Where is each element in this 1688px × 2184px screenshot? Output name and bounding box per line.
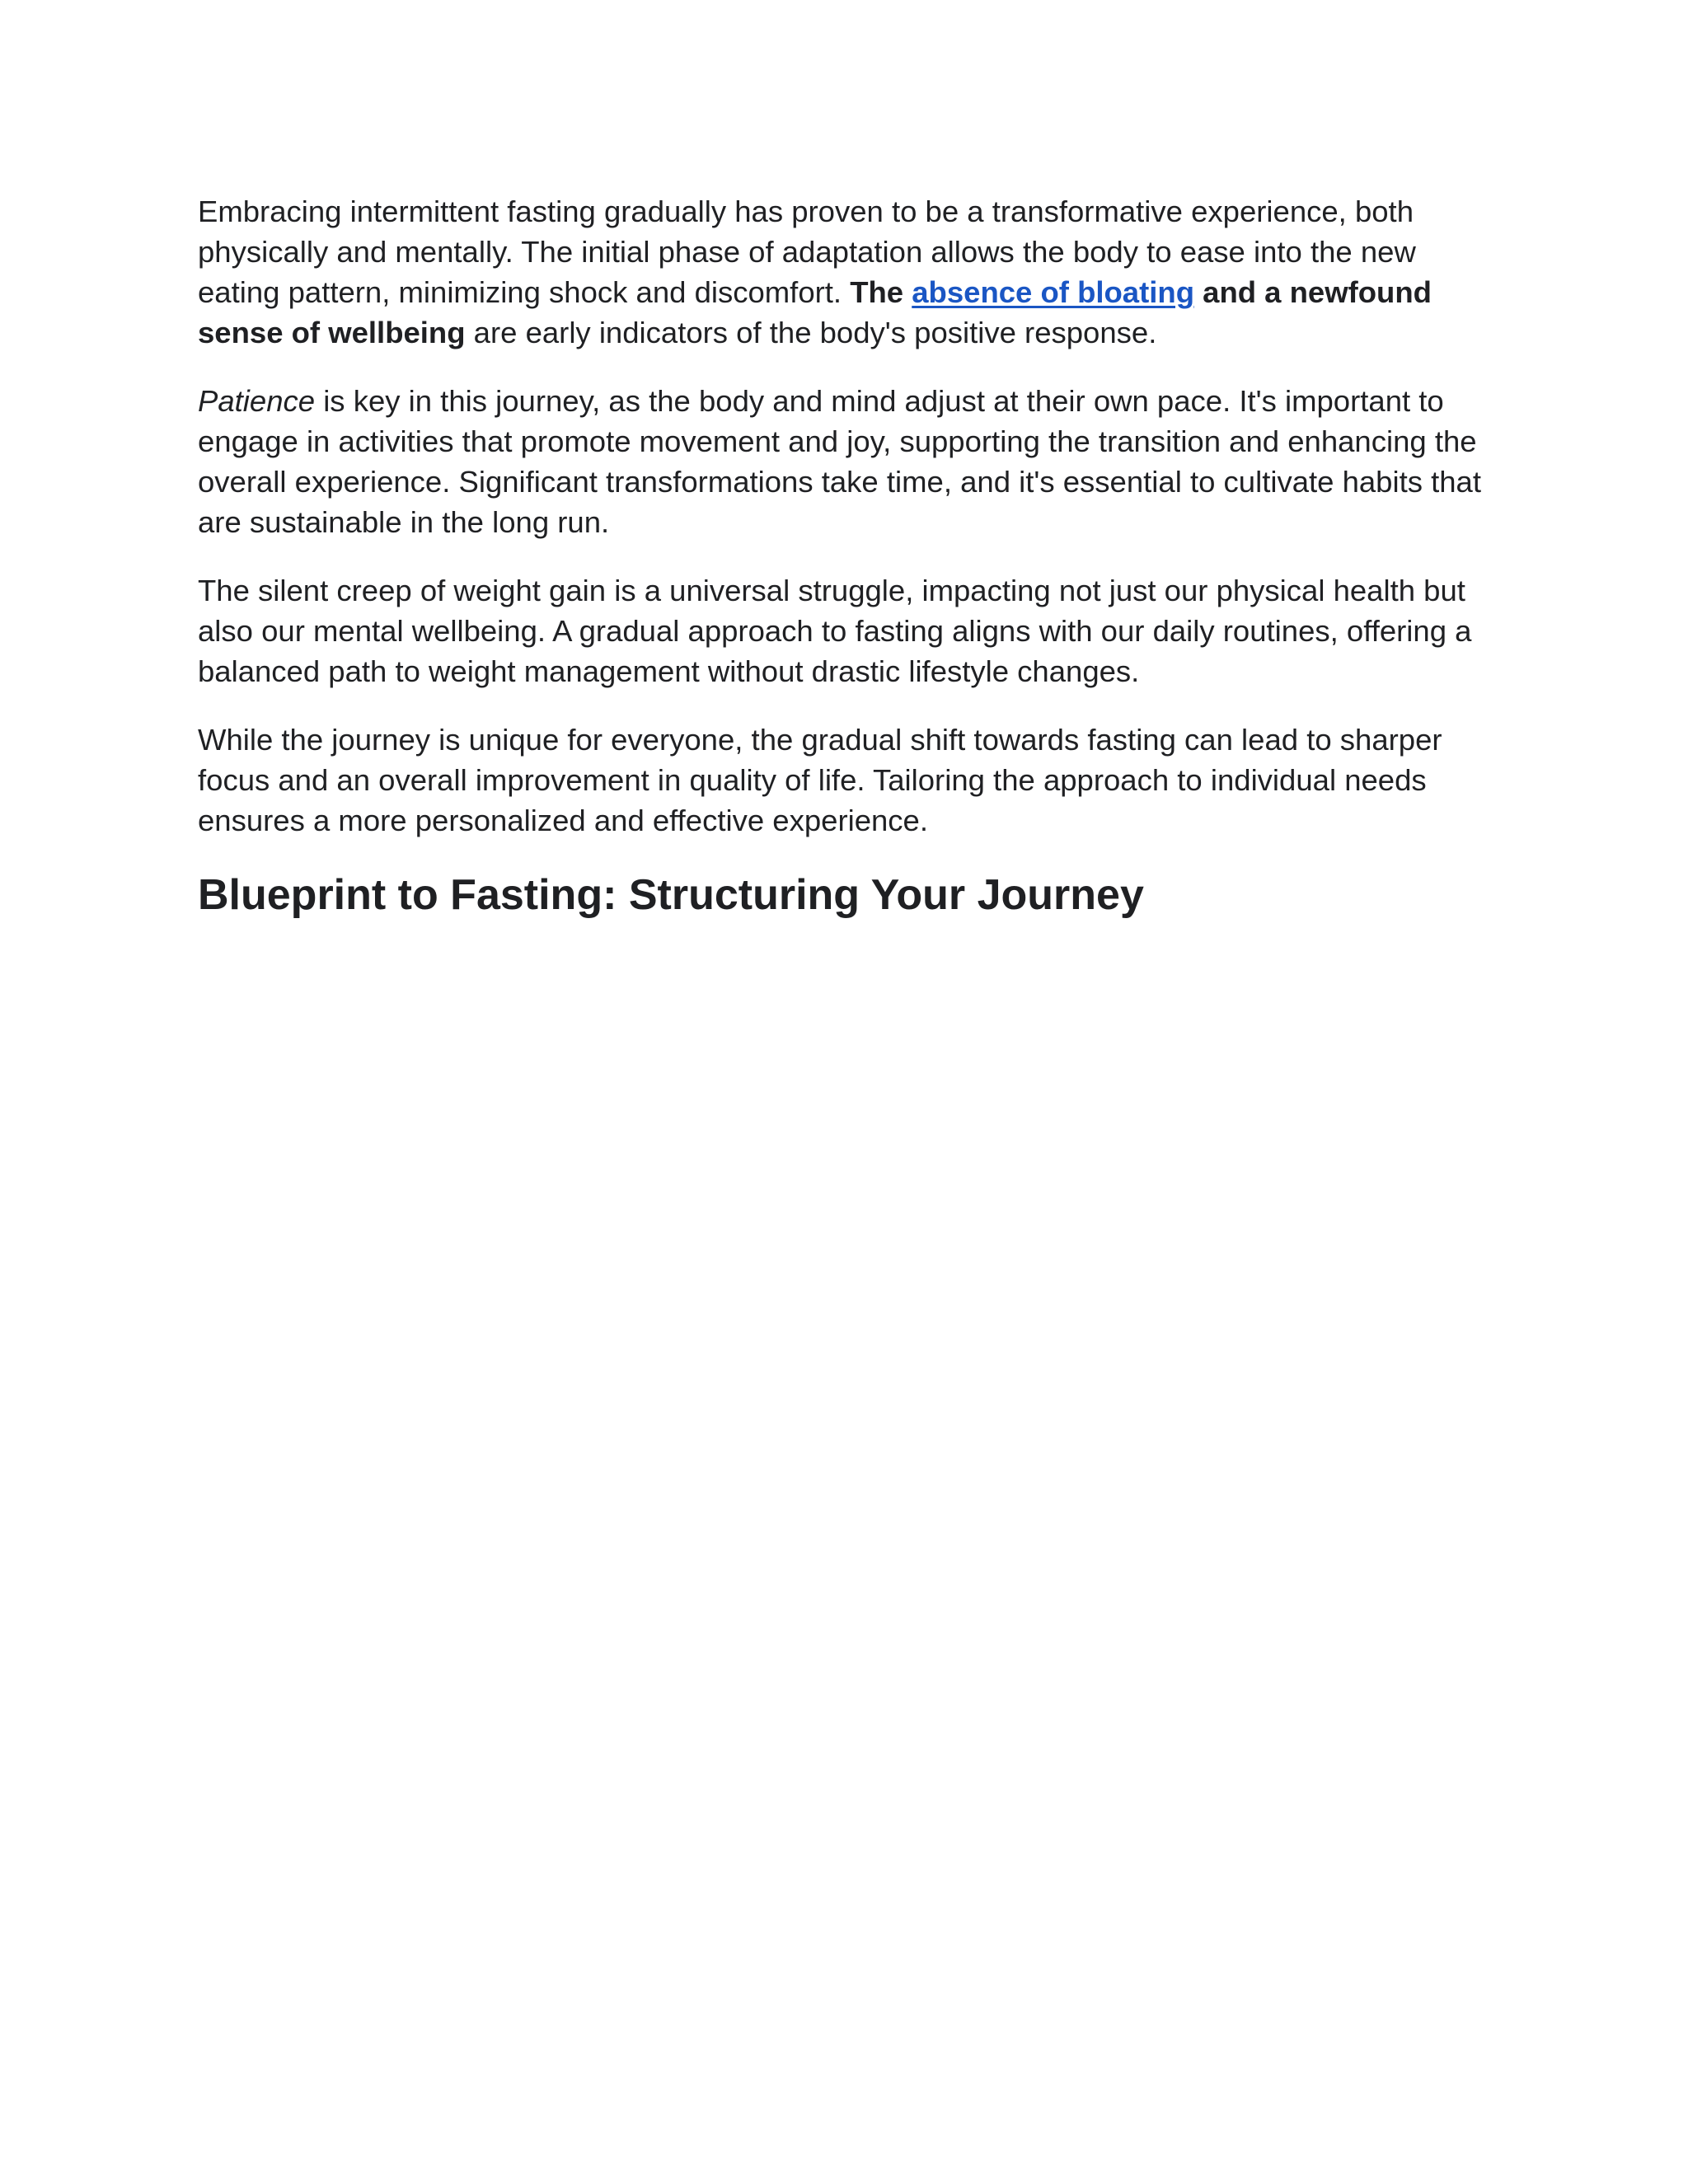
paragraph-patience-text: is key in this journey, as the body and mind adjust at their own pace. It's important to engage in activities that promote movement and joy, supporting the transition and enhancing the overall experience. Significant transformations take time, and it's essential to cultivate habits that are sustainable in the long run.: [198, 384, 1481, 539]
paragraph-journey: While the journey is unique for everyone, the gradual shift towards fasting can lead to sharper focus and an overall improvement in quality of life. Tailoring the approach to individual needs ensures a more personalized and effective experience.: [198, 723, 1442, 837]
paragraph-patience: [198, 381, 1500, 542]
paragraph-intro: [198, 191, 1500, 353]
paragraph-weight-gain: The silent creep of weight gain is a universal struggle, impacting not just our physical health but also our mental wellbeing. A gradual approach to fasting aligns with our daily routines, offering a balanced path to weight management without drastic lifestyle changes.: [198, 574, 1472, 688]
absence-of-bloating-link[interactable]: absence of bloating: [912, 275, 1194, 309]
paragraph-intro-bold-wellbeing: and a newfound sense of wellbeing: [198, 275, 1432, 349]
paragraph-intro-tail: are early indicators of the body's positive response.: [465, 316, 1157, 349]
paragraph-intro-text: Embracing intermittent fasting gradually has proven to be a transformative experience, both physically and mentally. The initial phase of adaptation allows the body to ease into the new eating pattern, minimizing shock and discomfort.: [198, 194, 1416, 309]
paragraph-intro-bold-the: The: [850, 275, 912, 309]
patience-italic: Patience: [198, 384, 316, 418]
section-heading: Blueprint to Fasting: Structuring Your Journey: [198, 871, 1144, 919]
document-body: [198, 191, 1500, 921]
